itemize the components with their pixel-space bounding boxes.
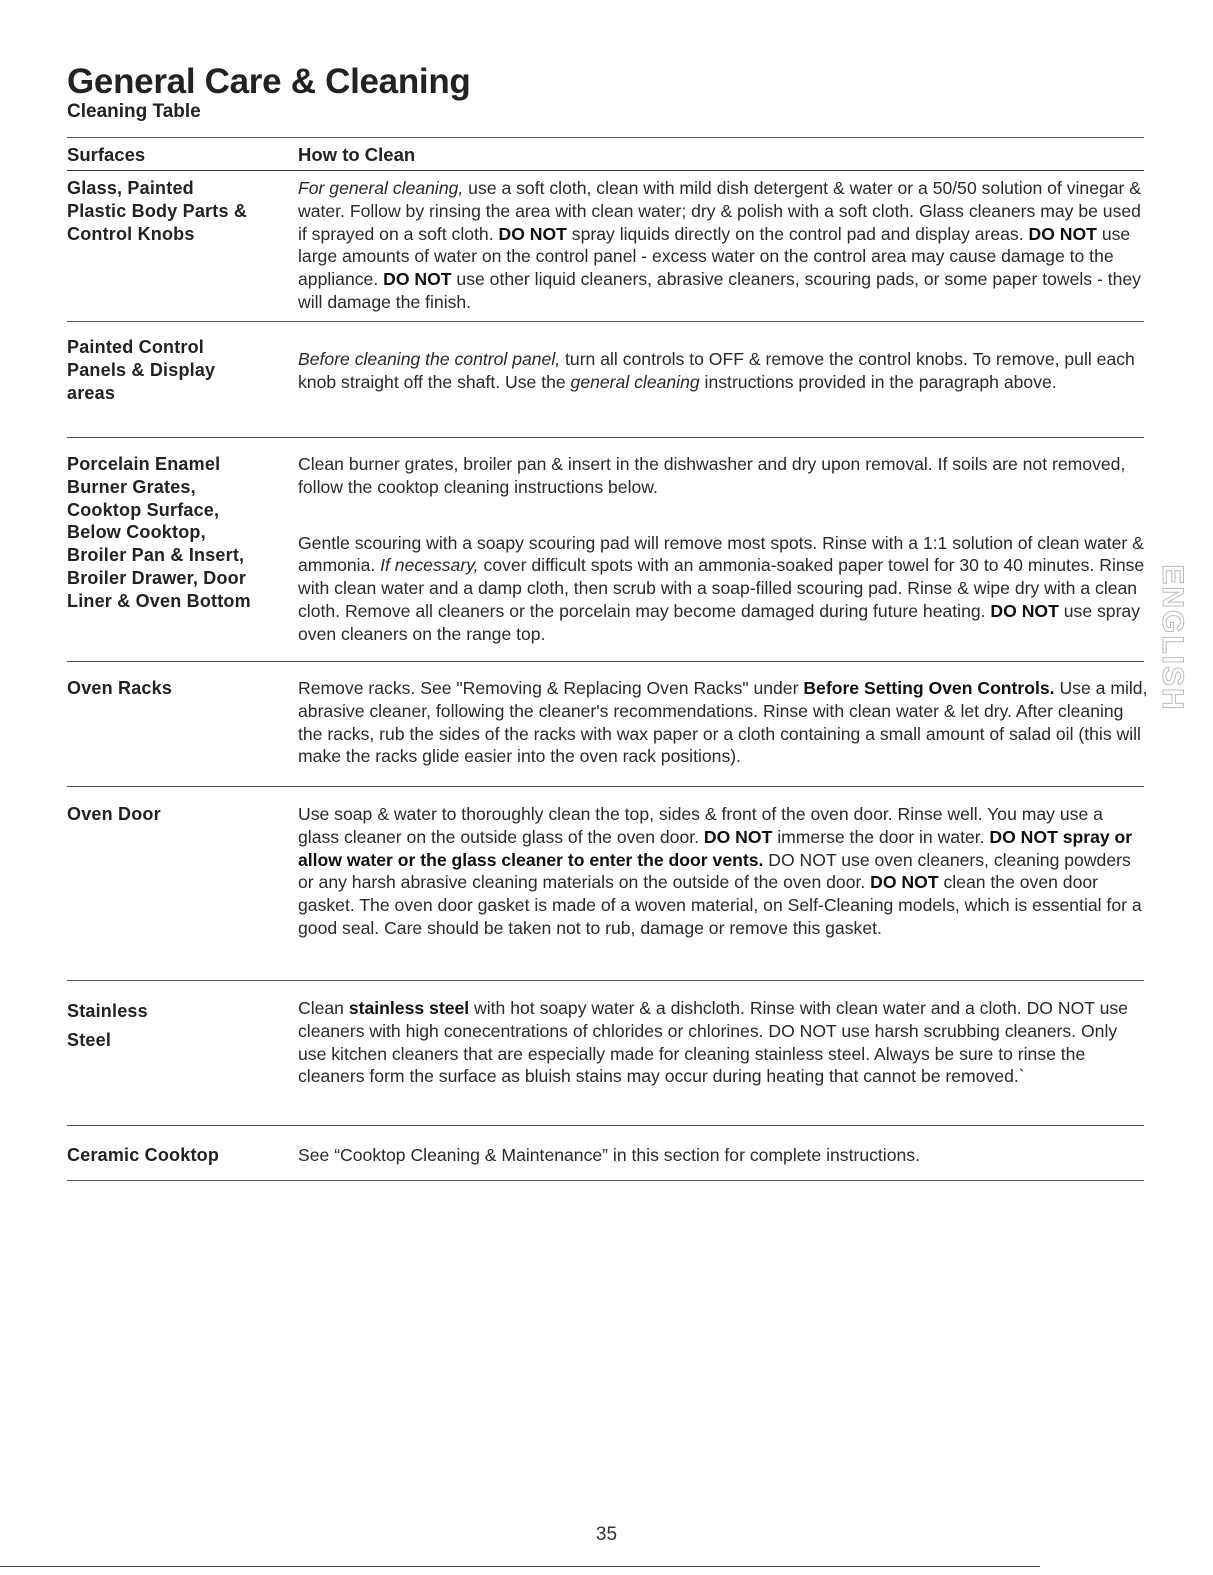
row-divider — [67, 661, 1144, 662]
surface-line: Glass, Painted — [67, 178, 194, 198]
description-paragraph — [298, 1144, 1148, 1167]
surface-line: Steel — [67, 1030, 112, 1050]
surface-cell — [67, 677, 287, 700]
surface-line: areas — [67, 382, 116, 403]
how-to-clean-cell — [298, 177, 1148, 314]
description-paragraph — [298, 677, 1148, 768]
surface-line: Painted Control — [67, 337, 204, 357]
table-bottom-rule — [67, 1180, 1144, 1181]
bold-text: DO NOT — [383, 269, 452, 290]
surface-line: Stainless — [67, 1001, 148, 1021]
surface-line: Liner & Oven Bottom — [67, 590, 251, 611]
how-to-clean-cell — [298, 997, 1148, 1088]
text-segment: Clean burner grates, broiler pan & insert in the dishwasher and dry upon removal. If soils are not removed, follow the cooktop cleaning instructions below. — [298, 454, 1126, 497]
surface-line: Ceramic Cooktop — [67, 1145, 220, 1165]
table-top-rule — [67, 137, 1144, 138]
surface-line: Porcelain Enamel — [67, 454, 221, 474]
row-divider — [67, 980, 1144, 981]
text-segment: Clean — [298, 998, 349, 1018]
surface-cell — [67, 177, 287, 245]
how-to-clean-cell — [298, 677, 1148, 768]
italic-text: general cleaning — [570, 371, 700, 392]
column-header-surfaces: Surfaces — [67, 144, 146, 165]
surface-line: Panels & Display — [67, 359, 216, 380]
description-paragraph — [298, 348, 1148, 394]
text-segment: use large amounts of water on the control panel - excess water on the control area may cause damage to the appliance. — [298, 223, 1131, 290]
text-segment: turn all controls to OFF & remove the control knobs. To remove, pull each knob straight off the shaft. Use the — [298, 349, 1135, 392]
bold-text: DO NOT — [1028, 223, 1097, 244]
how-to-clean-cell — [298, 453, 1148, 646]
surface-line: Oven Door — [67, 804, 161, 824]
bold-text: DO NOT — [990, 600, 1059, 621]
italic-text: Before cleaning the control panel, — [298, 349, 561, 369]
text-segment: use spray oven cleaners on the range top. — [298, 600, 1141, 644]
surface-line: Cooktop Surface, — [67, 499, 220, 520]
column-header-how-to-clean: How to Clean — [298, 144, 416, 165]
description-paragraph — [298, 532, 1148, 646]
text-segment: See “Cooktop Cleaning & Maintenance” in this section for complete instructions. — [298, 1145, 920, 1165]
text-segment: Use soap & water to thoroughly clean the top, sides & front of the oven door. Rinse well. You may use a glass cleaner on the outside glass of the oven door. — [298, 804, 1103, 847]
description-paragraph — [298, 997, 1148, 1088]
surface-cell — [67, 997, 287, 1055]
description-paragraph — [298, 177, 1148, 314]
how-to-clean-cell — [298, 348, 1148, 394]
side-language-tab: ENGLISH — [1156, 564, 1189, 712]
surface-line: Oven Racks — [67, 678, 173, 698]
surface-line: Burner Grates, — [67, 476, 196, 497]
how-to-clean-cell — [298, 1144, 1148, 1167]
surface-line: Below Cooktop, — [67, 522, 206, 543]
surface-line: Plastic Body Parts & — [67, 200, 248, 221]
text-segment: Gentle scouring with a soapy scouring pad will remove most spots. Rinse with a 1:1 solution of clean water & ammonia. — [298, 532, 1144, 576]
surface-cell — [67, 453, 287, 613]
row-divider — [67, 1125, 1144, 1126]
surface-line: Broiler Pan & Insert, — [67, 545, 245, 566]
surface-line: Broiler Drawer, Door — [67, 567, 247, 588]
bold-text: Before Setting Oven Controls. — [803, 678, 1055, 698]
text-segment: Use a mild, abrasive cleaner, following the cleaner's recommendations. Rinse with clean water & let dry. After cleaning the racks, rub the sides of the racks with wax paper or a cloth containing a small amount of salad oil (this will make the racks glide easier into the oven rack positions). — [298, 678, 1148, 767]
text-segment: use a soft cloth, clean with mild dish detergent & water or a 50/50 solution of vinegar & water. Follow by rinsing the area with clean water; dry & polish with a soft cloth. Glass cleaners may be used if sprayed on a soft cloth. — [298, 178, 1142, 244]
page-title: General Care & Cleaning — [67, 62, 471, 101]
bold-text: stainless steel — [348, 998, 470, 1018]
row-divider — [67, 437, 1144, 438]
text-segment: instructions provided in the paragraph above. — [699, 371, 1057, 392]
row-divider — [67, 321, 1144, 322]
page-subtitle: Cleaning Table — [67, 101, 201, 122]
text-segment: immerse the door in water. — [772, 826, 990, 847]
text-segment: DO NOT use oven cleaners, cleaning powders or any harsh abrasive cleaning materials on the outside of the oven door. — [298, 849, 1131, 893]
header-rule — [67, 170, 1144, 171]
text-segment: with hot soapy water & a dishcloth. Rinse with clean water and a cloth. DO NOT use cleaners with high conecentrations of chlorides or chlorines. DO NOT use harsh scrubbing cleaners. Only use kitchen cleaners that are especially made for cleaning stainless steel. Always be sure to rinse the cleaners form the surface as bluish stains may occur during heating that cannot be removed.` — [298, 998, 1128, 1087]
italic-text: For general cleaning, — [298, 178, 464, 198]
surface-cell — [67, 803, 287, 826]
text-segment: cover difficult spots with an ammonia-soaked paper towel for 30 to 40 minutes. Rinse with clean water and a damp cloth, then scrub with a soap-filled scouring pad. Rinse & wipe dry with a clean cloth. Remove all cleaners or the porcelain may become damaged during future heating. — [298, 555, 1145, 621]
text-segment: spray liquids directly on the control pad and display areas. — [566, 223, 1029, 244]
bold-text: DO NOT — [703, 826, 773, 847]
text-segment: Remove racks. See "Removing & Replacing Oven Racks" under — [298, 678, 804, 698]
text-segment: clean the oven door gasket. The oven door gasket is made of a woven material, on Self-Cleaning models, which is essential for a good seal. Care should be taken not to rub, damage or remove this gasket. — [298, 872, 1142, 938]
bold-text: DO NOT — [870, 872, 939, 893]
description-paragraph — [298, 453, 1148, 499]
surface-line: Control Knobs — [67, 223, 195, 244]
text-segment: use other liquid cleaners, abrasive cleaners, scouring pads, or some paper towels - they will damage the finish. — [298, 269, 1141, 312]
description-paragraph — [298, 803, 1148, 940]
footer-rule — [0, 1566, 1040, 1567]
bold-text: DO NOT — [498, 223, 567, 244]
row-divider — [67, 786, 1144, 787]
italic-text: If necessary, — [380, 555, 479, 576]
surface-cell — [67, 336, 287, 404]
surface-cell — [67, 1144, 287, 1167]
bold-text: DO NOT spray or allow water or the glass cleaner to enter the door vents. — [298, 826, 1133, 870]
page-number: 35 — [595, 1524, 618, 1545]
how-to-clean-cell — [298, 803, 1148, 940]
